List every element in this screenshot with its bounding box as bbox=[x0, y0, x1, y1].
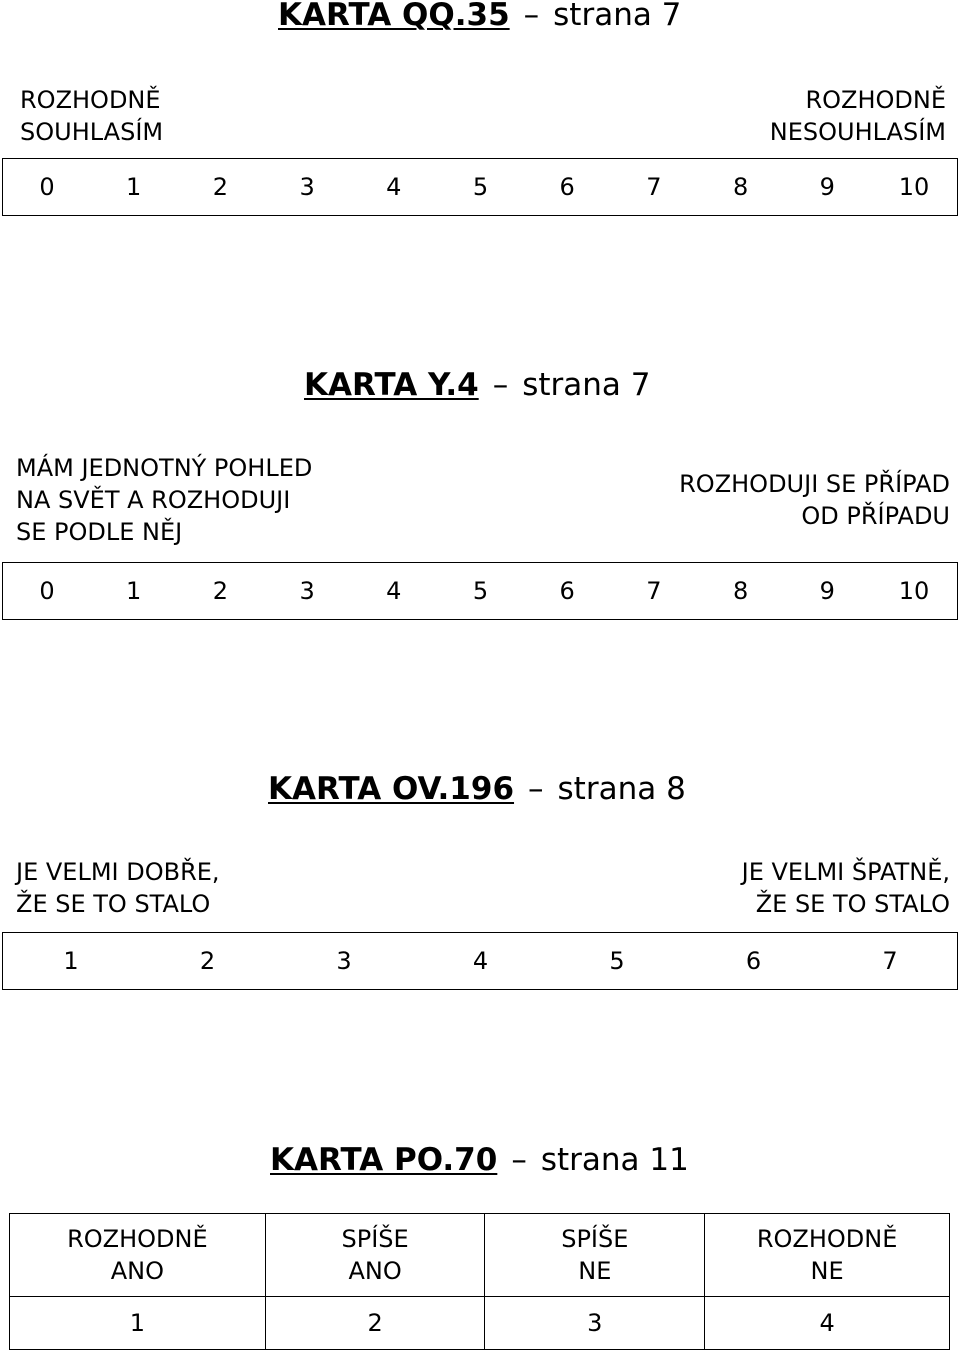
card4-option-1-line1: ROZHODNĚ bbox=[67, 1225, 208, 1253]
card2-scale-value-9: 9 bbox=[819, 577, 835, 605]
card1-scale-value-3: 3 bbox=[299, 173, 315, 201]
card3-right-label-line1: JE VELMI ŠPATNĚ, bbox=[741, 858, 950, 886]
card3-code: KARTA OV.196 bbox=[268, 771, 515, 807]
card3-right-label-line2: ŽE SE TO STALO bbox=[755, 890, 950, 918]
card2-scale-value-7: 7 bbox=[646, 577, 662, 605]
card2-dash: – bbox=[492, 367, 509, 403]
card3-scale-value-7: 7 bbox=[882, 947, 898, 975]
card4-option-3-label bbox=[485, 1214, 705, 1297]
card2-scale-value-4: 4 bbox=[386, 577, 402, 605]
card3-scale-value-6: 6 bbox=[745, 947, 762, 975]
card2-left-label-line3: SE PODLE NĚJ bbox=[16, 518, 183, 546]
card4-option-2-line2: ANO bbox=[348, 1257, 402, 1285]
card2-scale-value-6: 6 bbox=[559, 577, 575, 605]
card4-option-2-label bbox=[265, 1214, 485, 1297]
card3-scale-value-5: 5 bbox=[609, 947, 625, 975]
card1-scale-value-6: 6 bbox=[559, 173, 575, 201]
card3-left-label-line2: ŽE SE TO STALO bbox=[16, 890, 211, 918]
card3-left-label bbox=[16, 856, 220, 920]
card1-page: strana 7 bbox=[553, 0, 682, 33]
card1-scale-value-7: 7 bbox=[646, 173, 662, 201]
card4-option-3-line1: SPÍŠE bbox=[561, 1225, 629, 1253]
card4-option-1-line2: ANO bbox=[110, 1257, 165, 1285]
card4-dash: – bbox=[511, 1142, 527, 1178]
card1-right-label-line1: ROZHODNĚ bbox=[805, 86, 946, 114]
card2-right-label-line1: ROZHODUJI SE PŘÍPAD bbox=[679, 470, 950, 498]
card4-option-4-line1: ROZHODNĚ bbox=[756, 1225, 898, 1253]
card4-option-3-line2: NE bbox=[578, 1257, 612, 1285]
card4-code: KARTA PO.70 bbox=[270, 1142, 498, 1178]
card1-left-label-line1: ROZHODNĚ bbox=[20, 86, 161, 114]
card1-scale-value-5: 5 bbox=[472, 173, 489, 201]
card4-option-2-value: 2 bbox=[265, 1297, 485, 1350]
card2-title bbox=[304, 367, 650, 403]
card4-option-1-value: 1 bbox=[10, 1297, 266, 1350]
card2-left-label-line1: MÁM JEDNOTNÝ POHLED bbox=[16, 454, 313, 482]
card2-scale-value-2: 2 bbox=[212, 577, 229, 605]
card2-scale-value-10: 10 bbox=[898, 577, 930, 605]
card2-scale-value-8: 8 bbox=[732, 577, 749, 605]
card1-scale-value-1: 1 bbox=[126, 173, 142, 201]
card2-page: strana 7 bbox=[522, 367, 651, 403]
card1-title bbox=[278, 0, 681, 33]
card2-right-label bbox=[679, 468, 950, 532]
card4-option-2-line1: SPÍŠE bbox=[341, 1225, 409, 1253]
card3-title bbox=[268, 771, 686, 807]
card1-code: KARTA QQ.35 bbox=[278, 0, 510, 33]
card4-option-4-label bbox=[705, 1214, 950, 1297]
card4-options-table bbox=[9, 1213, 950, 1350]
card3-scale-value-1: 1 bbox=[63, 947, 79, 975]
card4-page: strana 11 bbox=[540, 1142, 689, 1178]
card3-right-label bbox=[742, 856, 950, 920]
card2-left-label bbox=[16, 452, 312, 548]
card1-left-label bbox=[20, 84, 163, 148]
card1-scale-value-2: 2 bbox=[212, 173, 229, 201]
card1-dash: – bbox=[523, 0, 540, 33]
card1-scale-value-10: 10 bbox=[898, 173, 930, 201]
card4-option-4-value: 4 bbox=[705, 1297, 950, 1350]
card3-left-label-line1: JE VELMI DOBŘE, bbox=[16, 858, 220, 886]
card1-left-label-line2: SOUHLASÍM bbox=[20, 118, 164, 146]
card3-scale-value-4: 4 bbox=[472, 947, 489, 975]
card1-right-label-line2: NESOUHLASÍM bbox=[769, 118, 946, 146]
card4-option-values-row bbox=[10, 1297, 950, 1350]
card1-scale-value-8: 8 bbox=[732, 173, 749, 201]
card2-scale-value-0: 0 bbox=[39, 577, 55, 605]
card4-option-labels-row bbox=[10, 1214, 950, 1297]
card2-code: KARTA Y.4 bbox=[304, 367, 479, 403]
card2-scale-value-3: 3 bbox=[299, 577, 315, 605]
card2-scale-value-5: 5 bbox=[472, 577, 489, 605]
card4-option-4-line2: NE bbox=[810, 1257, 844, 1285]
card1-right-label bbox=[770, 84, 946, 148]
card2-left-label-line2: NA SVĚT A ROZHODUJI bbox=[16, 486, 291, 514]
card4-option-1-label bbox=[10, 1214, 266, 1297]
card2-scale-value-1: 1 bbox=[126, 577, 142, 605]
card3-dash: – bbox=[528, 771, 544, 807]
card4-title bbox=[270, 1142, 689, 1178]
card1-scale-value-0: 0 bbox=[39, 173, 55, 201]
card1-scale-value-9: 9 bbox=[819, 173, 835, 201]
card1-scale-value-4: 4 bbox=[386, 173, 402, 201]
card3-scale-value-2: 2 bbox=[199, 947, 216, 975]
card3-page: strana 8 bbox=[557, 771, 686, 807]
card3-scale-value-3: 3 bbox=[336, 947, 352, 975]
card4-option-3-value: 3 bbox=[485, 1297, 705, 1350]
card2-right-label-line2: OD PŘÍPADU bbox=[801, 502, 950, 530]
